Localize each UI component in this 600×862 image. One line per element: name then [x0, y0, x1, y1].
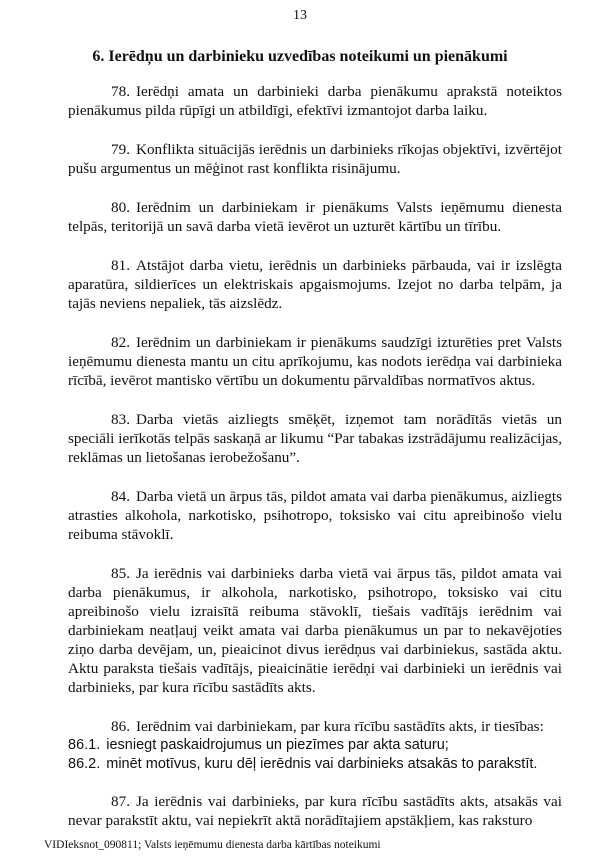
- paragraph-86-1: 86.1. iesniegt paskaidrojumus un piezīmes par akta saturu;: [68, 737, 449, 753]
- paragraph-78: 78. Ierēdņi amata un darbinieki darba pienākumu aprakstā noteiktos pienākumus pilda rūpīgi un atbildīgi, efektīvi izmantojot darba laiku.: [68, 83, 562, 119]
- paragraph-86-block: [68, 717, 562, 774]
- paragraph-86: 86. Ierēdnim vai darbiniekam, par kura rīcību sastādīts akts, ir tiesības:: [111, 718, 544, 735]
- paragraph-86-2: 86.2. minēt motīvus, kuru dēļ ierēdnis vai darbinieks atsakās to parakstīt.: [68, 756, 538, 772]
- page-number: 13: [293, 8, 307, 23]
- paragraph-80: 80. Ierēdnim un darbiniekam ir pienākums Valsts ieņēmumu dienesta telpās, teritorijā un savā darba vietā ievērot un uzturēt kārtību un tīrību.: [68, 199, 562, 235]
- document-footer: VIDIeksnot_090811; Valsts ieņēmumu dienesta darba kārtības noteikumi: [44, 839, 381, 851]
- paragraph-83: 83. Darba vietās aizliegts smēķēt, izņemot tam norādītās vietās un speciāli ierīkotās telpās saskaņā ar likumu “Par tabakas izstrādājumu realizācijas, reklāmas un lietošanas ierobežošanu”.: [68, 411, 562, 466]
- paragraph-87: 87. Ja ierēdnis vai darbinieks, par kura rīcību sastādīts akts, atsakās vai nevar parakstīt aktu, vai nepiekrīt aktā norādītajiem apstākļiem, kas raksturo: [68, 793, 562, 829]
- paragraph-81: 81. Atstājot darba vietu, ierēdnis un darbinieks pārbauda, vai ir izslēgta aparatūra, sildierīces un elektriskais apgaismojums. Izejot no darba telpām, ja tajās neviens nepaliek, tās aizslēdz.: [68, 257, 562, 312]
- section-heading: 6. Ierēdņu un darbinieku uzvedības noteikumi un pienākumi: [92, 48, 508, 65]
- paragraph-84: 84. Darba vietā un ārpus tās, pildot amata vai darba pienākumus, aizliegts atrasties alkohola, narkotisko, psihotropo, toksisko vai citu apreibinošo vielu reibuma stāvoklī.: [68, 488, 562, 543]
- paragraph-85: 85. Ja ierēdnis vai darbinieks darba vietā vai ārpus tās, pildot amata vai darba pienākumus, ir alkohola, narkotisko, psihotropo, toksisko vai citu apreibinošo vielu izraisītā reibuma stāvoklī, tiešais vadītājs ierēdnim vai darbiniekam neatļauj veikt amata vai darba pienākumus un par to nekavējoties ziņo darba devējam, un, pieaicinot divus ierēdņus vai darbiniekus, sastāda aktu. Aktu paraksta tiešais vadītājs, pieaicinātie ierēdņi vai darbinieki un ierēdnis vai darbinieks, par kura rīcību sastādīts akts.: [68, 565, 562, 696]
- document-body: [68, 82, 562, 850]
- paragraph-82: 82. Ierēdnim un darbiniekam ir pienākums saudzīgi izturēties pret Valsts ieņēmumu dienesta mantu un citu aprīkojumu, kas nodots ierēdņa vai darbinieka rīcībā, ievērot mantisko vērtību un dokumentu pārvaldības normatīvos aktus.: [68, 334, 562, 389]
- paragraph-79: 79. Konflikta situācijās ierēdnis un darbinieks rīkojas objektīvi, izvērtējot pušu argumentus un mēģinot rast konflikta risinājumu.: [68, 141, 562, 177]
